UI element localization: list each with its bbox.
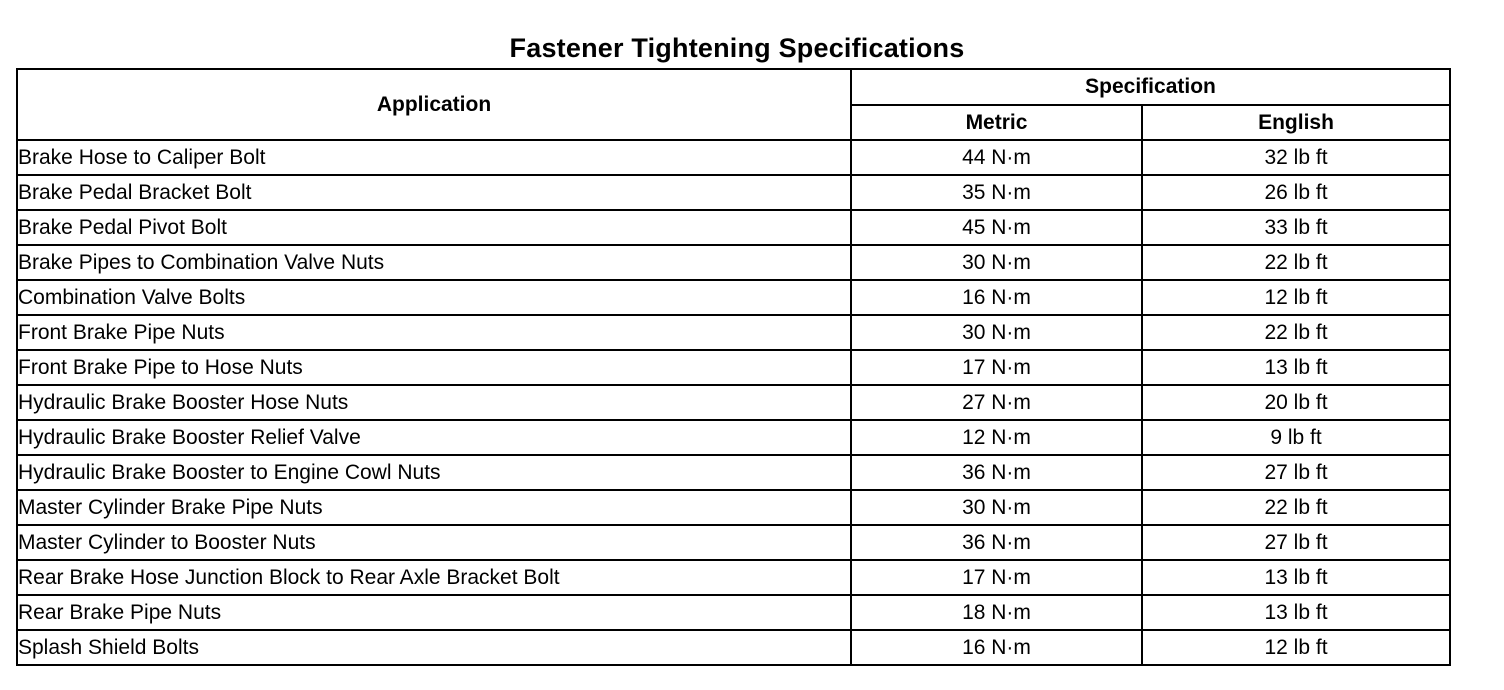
table-row (17, 525, 1450, 560)
english-cell: 20 lb ft (1142, 385, 1450, 420)
table-row (17, 455, 1450, 490)
table-row (17, 385, 1450, 420)
table-row (17, 315, 1450, 350)
english-cell: 9 lb ft (1142, 420, 1450, 455)
table-header (17, 69, 1450, 140)
metric-cell: 17 N·m (851, 350, 1142, 385)
english-column-header: English (1142, 105, 1450, 140)
application-cell: Splash Shield Bolts (17, 630, 851, 665)
application-cell: Brake Pedal Pivot Bolt (17, 210, 851, 245)
application-cell: Master Cylinder to Booster Nuts (17, 525, 851, 560)
english-cell: 13 lb ft (1142, 560, 1450, 595)
table-row (17, 560, 1450, 595)
english-cell: 22 lb ft (1142, 490, 1450, 525)
table-row (17, 210, 1450, 245)
application-cell: Hydraulic Brake Booster Relief Valve (17, 420, 851, 455)
metric-cell: 30 N·m (851, 490, 1142, 525)
english-cell: 22 lb ft (1142, 315, 1450, 350)
metric-cell: 18 N·m (851, 595, 1142, 630)
english-cell: 33 lb ft (1142, 210, 1450, 245)
application-cell: Front Brake Pipe Nuts (17, 315, 851, 350)
application-cell: Combination Valve Bolts (17, 280, 851, 315)
table-row (17, 420, 1450, 455)
metric-cell: 44 N·m (851, 140, 1142, 175)
metric-cell: 30 N·m (851, 245, 1142, 280)
application-cell: Rear Brake Hose Junction Block to Rear Axle Bracket Bolt (17, 560, 851, 595)
table-row (17, 280, 1450, 315)
english-cell: 12 lb ft (1142, 280, 1450, 315)
metric-cell: 16 N·m (851, 630, 1142, 665)
english-cell: 22 lb ft (1142, 245, 1450, 280)
application-cell: Front Brake Pipe to Hose Nuts (17, 350, 851, 385)
english-cell: 13 lb ft (1142, 595, 1450, 630)
application-column-header: Application (17, 69, 851, 140)
metric-cell: 16 N·m (851, 280, 1142, 315)
fastener-spec-table (16, 68, 1451, 666)
table-row (17, 630, 1450, 665)
metric-cell: 17 N·m (851, 560, 1142, 595)
specification-group-header: Specification (851, 69, 1450, 105)
english-cell: 27 lb ft (1142, 455, 1450, 490)
application-cell: Hydraulic Brake Booster to Engine Cowl Nuts (17, 455, 851, 490)
table-row (17, 140, 1450, 175)
english-cell: 32 lb ft (1142, 140, 1450, 175)
table-row (17, 350, 1450, 385)
application-cell: Brake Pipes to Combination Valve Nuts (17, 245, 851, 280)
application-cell: Rear Brake Pipe Nuts (17, 595, 851, 630)
metric-cell: 36 N·m (851, 455, 1142, 490)
application-cell: Brake Hose to Caliper Bolt (17, 140, 851, 175)
english-cell: 13 lb ft (1142, 350, 1450, 385)
metric-cell: 30 N·m (851, 315, 1142, 350)
metric-cell: 36 N·m (851, 525, 1142, 560)
page-title: Fastener Tightening Specifications (509, 33, 965, 63)
english-cell: 27 lb ft (1142, 525, 1450, 560)
application-cell: Brake Pedal Bracket Bolt (17, 175, 851, 210)
header-row-top (17, 69, 1450, 105)
table-body (17, 140, 1450, 665)
metric-cell: 35 N·m (851, 175, 1142, 210)
table-row (17, 595, 1450, 630)
metric-column-header: Metric (851, 105, 1142, 140)
table-row (17, 245, 1450, 280)
table-row (17, 490, 1450, 525)
metric-cell: 45 N·m (851, 210, 1142, 245)
metric-cell: 27 N·m (851, 385, 1142, 420)
english-cell: 12 lb ft (1142, 630, 1450, 665)
table-row (17, 175, 1450, 210)
application-cell: Hydraulic Brake Booster Hose Nuts (17, 385, 851, 420)
application-cell: Master Cylinder Brake Pipe Nuts (17, 490, 851, 525)
metric-cell: 12 N·m (851, 420, 1142, 455)
english-cell: 26 lb ft (1142, 175, 1450, 210)
